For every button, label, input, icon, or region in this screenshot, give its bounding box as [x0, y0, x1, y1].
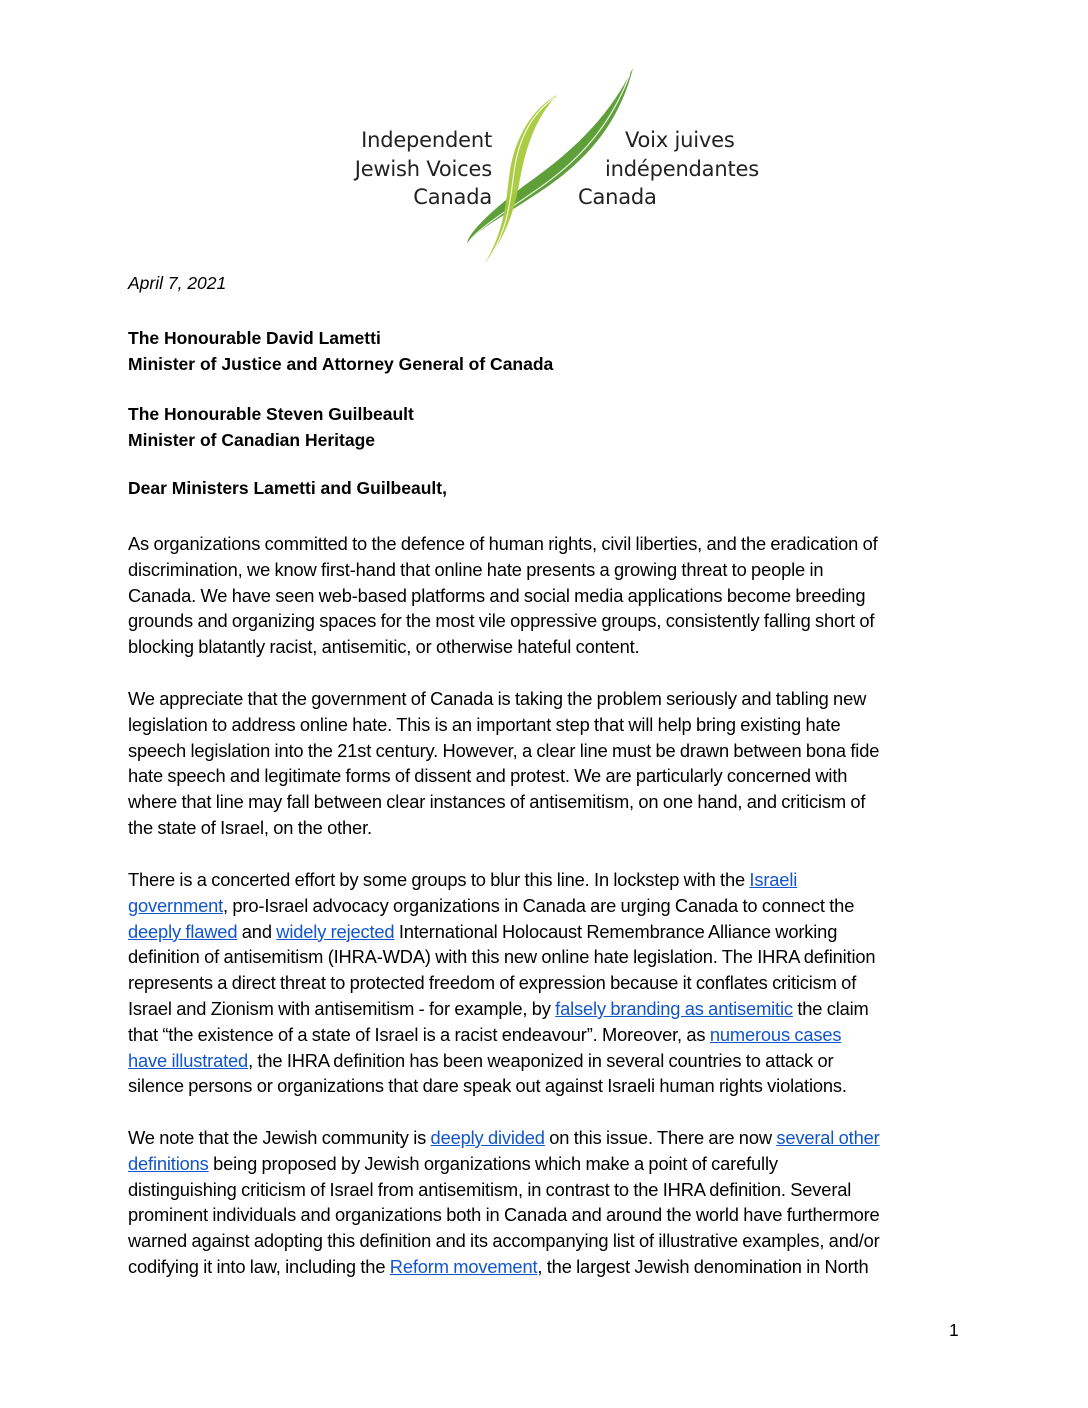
logo-fr-line-1: Voix juives	[625, 128, 735, 152]
paragraph-3	[128, 867, 968, 1099]
text-span: on this issue. There are now	[544, 1127, 777, 1148]
link-falsely-branding[interactable]: falsely branding as antisemitic	[555, 997, 793, 1019]
text-line: grounds and organizing spaces for the most vile oppressive groups, consistently falling short of	[128, 610, 875, 632]
text-span: , the largest Jewish denomination in North	[537, 1255, 869, 1277]
text-span: that “the existence of a state of Israel is a racist endeavour”. Moreover, as	[128, 1023, 710, 1045]
text-line: blocking blatantly racist, antisemitic, or otherwise hateful content.	[128, 636, 640, 658]
text-span: We note that the Jewish community is	[128, 1127, 431, 1148]
text-span: Israel and Zionism with antisemitism - for example, by	[128, 997, 556, 1019]
text-span: , the IHRA definition has been weaponized in several countries to attack or	[248, 1049, 834, 1071]
recipient-block-1	[128, 325, 553, 377]
link-numerous-cases[interactable]: numerous cases	[709, 1023, 842, 1045]
text-line	[128, 1151, 968, 1177]
text-line	[128, 1048, 968, 1074]
recipient-name: The Honourable Steven Guilbeault	[128, 404, 414, 424]
text-line	[128, 1254, 968, 1280]
link-several-other-definitions[interactable]: definitions	[128, 1152, 209, 1174]
logo-en-line-3: Canada	[413, 185, 492, 209]
ijv-logo	[320, 60, 770, 270]
text-line: warned against adopting this definition and its accompanying list of illustrative examples, and/or	[128, 1230, 880, 1252]
logo-french-name	[576, 126, 776, 212]
salutation: Dear Ministers Lametti and Guilbeault,	[128, 478, 447, 498]
text-line	[128, 867, 968, 893]
link-widely-rejected[interactable]: widely rejected	[276, 920, 395, 942]
text-span: , pro-Israel advocacy organizations in Canada are urging Canada to connect the	[223, 894, 855, 916]
text-line	[128, 1125, 968, 1151]
logo-en-line-2: Jewish Voices	[354, 156, 492, 181]
text-line: represents a direct threat to protected freedom of expression because it conflates criticism of	[128, 972, 857, 994]
text-span: being proposed by Jewish organizations which make a point of carefully	[208, 1152, 778, 1174]
text-line	[128, 1022, 968, 1048]
text-span: the claim	[792, 997, 869, 1019]
link-israeli-government[interactable]: Israeli	[749, 869, 798, 890]
text-line: As organizations committed to the defence of human rights, civil liberties, and the eradication of	[128, 533, 878, 554]
paragraph-1	[128, 531, 968, 660]
text-line	[128, 893, 968, 919]
text-span: and	[237, 920, 277, 942]
text-line: definition of antisemitism (IHRA-WDA) with this new online hate legislation. The IHRA definition	[128, 946, 876, 968]
text-line	[128, 996, 968, 1022]
text-line: hate speech and legitimate forms of dissent and protest. We are particularly concerned with	[128, 765, 848, 787]
paragraph-2	[128, 686, 968, 841]
recipient-title: Minister of Canadian Heritage	[128, 430, 375, 450]
text-line: Canada. We have seen web-based platforms and social media applications become breeding	[128, 584, 866, 606]
text-line: the state of Israel, on the other.	[128, 816, 372, 838]
text-line: speech legislation into the 21st century. However, a clear line must be drawn between bona fide	[128, 739, 880, 761]
link-numerous-cases[interactable]: have illustrated	[128, 1049, 249, 1071]
text-line: distinguishing criticism of Israel from antisemitism, in contrast to the IHRA definition. Several	[128, 1178, 852, 1200]
link-israeli-government[interactable]: government	[128, 894, 224, 916]
page-number: 1	[949, 1320, 959, 1340]
letter-date: April 7, 2021	[128, 273, 227, 293]
recipient-title: Minister of Justice and Attorney General of Canada	[128, 354, 554, 374]
recipient-name: The Honourable David Lametti	[128, 328, 381, 348]
text-line: We appreciate that the government of Canada is taking the problem seriously and tabling new	[128, 688, 867, 709]
link-reform-movement[interactable]: Reform movement	[389, 1255, 538, 1277]
text-line: discrimination, we know first-hand that online hate presents a growing threat to people in	[128, 558, 824, 580]
logo-en-line-1: Independent	[361, 128, 492, 152]
text-line	[128, 919, 968, 945]
text-line: where that line may fall between clear instances of antisemitism, on one hand, and criticism of	[128, 791, 866, 813]
text-span: There is a concerted effort by some groups to blur this line. In lockstep with the	[128, 869, 750, 890]
text-line: legislation to address online hate. This is an important step that will help bring existing hate	[128, 713, 841, 735]
recipient-block-2	[128, 401, 414, 453]
text-span: codifying it into law, including the	[128, 1255, 390, 1277]
logo-fr-line-2: indépendantes	[605, 156, 759, 181]
text-span: International Holocaust Remembrance Alliance working	[394, 920, 838, 942]
logo-fr-line-3: Canada	[578, 185, 657, 209]
text-line: prominent individuals and organizations both in Canada and around the world have furthermore	[128, 1204, 880, 1226]
text-line: silence persons or organizations that dare speak out against Israeli human rights violations.	[128, 1075, 847, 1097]
link-several-other-definitions[interactable]: several other	[776, 1127, 880, 1148]
link-deeply-divided[interactable]: deeply divided	[430, 1127, 545, 1148]
paragraph-4	[128, 1125, 968, 1280]
link-deeply-flawed[interactable]: deeply flawed	[128, 920, 238, 942]
